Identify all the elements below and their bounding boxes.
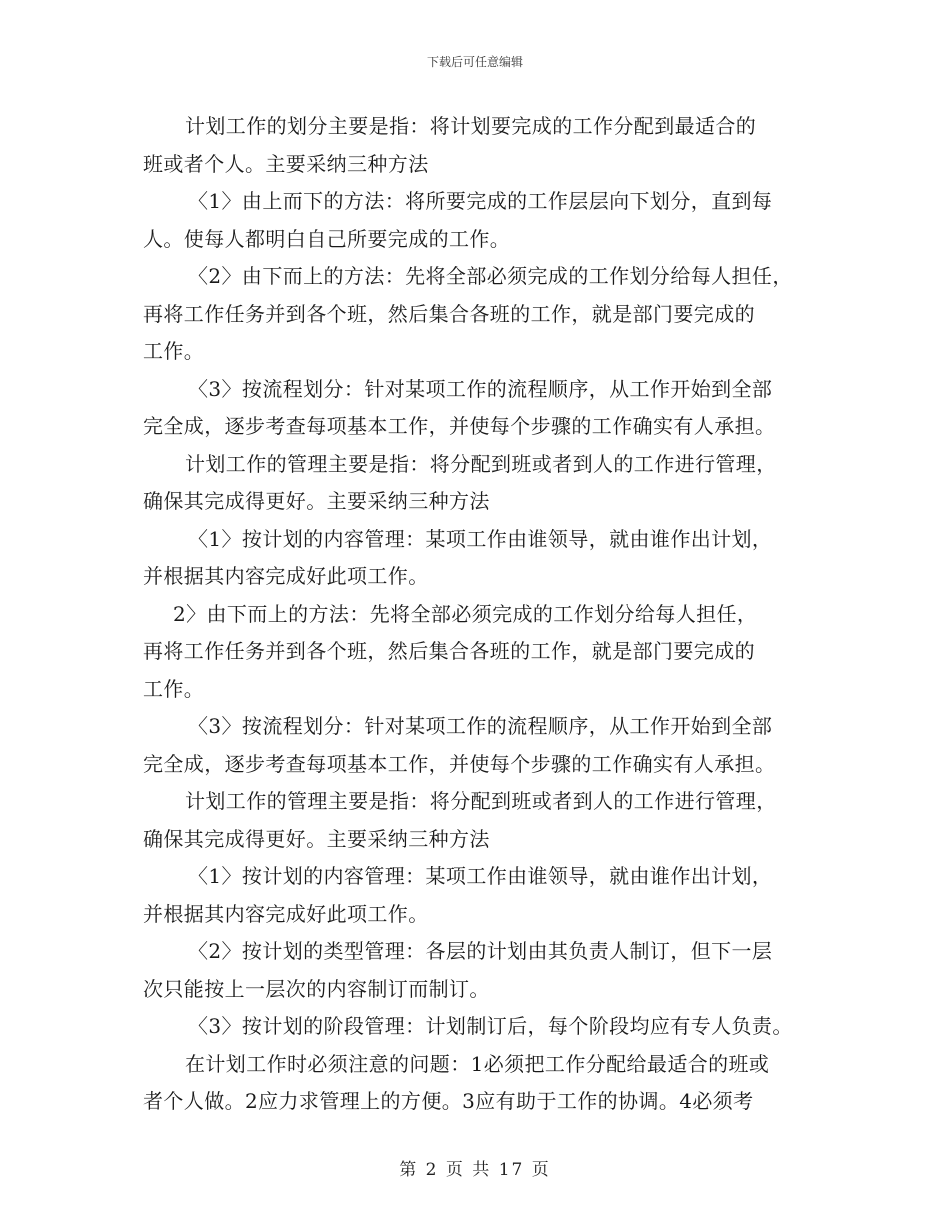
document-body — [143, 108, 815, 1121]
paragraph — [143, 783, 815, 858]
paragraph — [143, 108, 815, 183]
paragraph — [143, 596, 815, 709]
paragraph-line: 工作。 — [143, 339, 205, 363]
paragraph-line: 次只能按上一层次的内容制订而制订。 — [143, 976, 490, 1001]
paragraph-line: 并根据其内容完成好此项工作。 — [143, 564, 429, 588]
paragraph — [143, 258, 815, 371]
page-number: 第 2 页 共 17 页 — [399, 1160, 551, 1180]
paragraph-line: 完全成，逐步考查每项基本工作，并使每个步骤的工作确实有人承担。 — [143, 414, 776, 438]
paragraph — [143, 521, 815, 596]
paragraph-line: 〈1〉按计划的内容管理：某项工作由谁领导，就由谁作出计划， — [188, 526, 773, 551]
page-header: 下载后可任意编辑 — [426, 55, 523, 69]
paragraph-line: 确保其完成得更好。主要采纳三种方法 — [143, 826, 490, 851]
paragraph-line: 〈1〉由上而下的方法：将所要完成的工作层层向下划分，直到每 — [188, 189, 773, 213]
paragraph-line: 〈3〉按流程划分：针对某项工作的流程顺序，从工作开始到全部 — [188, 714, 773, 738]
paragraph — [143, 183, 815, 258]
paragraph-line: 计划工作的管理主要是指：将分配到班或者到人的工作进行管理， — [185, 789, 777, 813]
paragraph-line: 〈2〉按计划的类型管理：各层的计划由其负责人制订，但下一层 — [188, 939, 773, 963]
paragraph — [143, 1008, 815, 1046]
paragraph-line: 再将工作任务并到各个班，然后集合各班的工作，就是部门要完成的 — [143, 301, 755, 326]
paragraph-line: 〈3〉按流程划分：针对某项工作的流程顺序，从工作开始到全部 — [188, 376, 773, 401]
paragraph — [143, 371, 815, 446]
paragraph-line: 在计划工作时必须注意的问题：1必须把工作分配给最适合的班或 — [185, 1051, 770, 1076]
paragraph-line: 者个人做。2应力求管理上的方便。3应有助于工作的协调。4必须考 — [143, 1089, 754, 1113]
paragraph-line: 并根据其内容完成好此项工作。 — [143, 901, 429, 926]
paragraph — [143, 858, 815, 933]
paragraph — [143, 933, 815, 1008]
paragraph-line: 〈1〉按计划的内容管理：某项工作由谁领导，就由谁作出计划， — [188, 864, 773, 888]
paragraph-line: 〈2〉由下而上的方法：先将全部必须完成的工作划分给每人担任， — [188, 264, 793, 288]
paragraph-line: 再将工作任务并到各个班，然后集合各班的工作，就是部门要完成的 — [143, 639, 755, 663]
paragraph-line: 完全成，逐步考查每项基本工作，并使每个步骤的工作确实有人承担。 — [143, 751, 776, 776]
paragraph-line: 计划工作的管理主要是指：将分配到班或者到人的工作进行管理， — [185, 451, 777, 476]
paragraph — [143, 708, 815, 783]
paragraph-line: 〈3〉按计划的阶段管理：计划制订后，每个阶段均应有专人负责。 — [188, 1014, 793, 1038]
paragraph-line: 工作。 — [143, 676, 205, 701]
paragraph-line: 计划工作的划分主要是指：将计划要完成的工作分配到最适合的 — [185, 114, 757, 138]
paragraph-line: 2〉由下而上的方法：先将全部必须完成的工作划分给每人担任， — [173, 601, 758, 626]
paragraph-line: 班或者个人。主要采纳三种方法 — [143, 151, 429, 176]
paragraph-line: 确保其完成得更好。主要采纳三种方法 — [143, 489, 490, 513]
paragraph — [143, 446, 815, 521]
paragraph — [143, 1046, 815, 1121]
paragraph-line: 人。使每人都明白自己所要完成的工作。 — [143, 226, 511, 251]
